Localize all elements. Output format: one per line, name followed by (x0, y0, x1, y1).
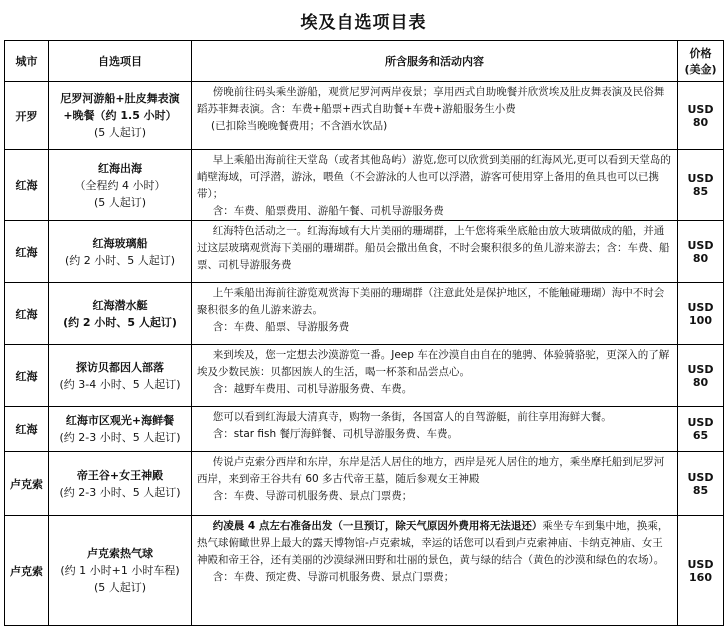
header-item: 自选项目 (49, 41, 192, 82)
item-cell (49, 150, 192, 221)
item-name: 红海出海 (98, 161, 142, 175)
services-text: 您可以看到红海最大清真寺，购物一条街，各国富人的自驾游艇，前往享用海鲜大餐。 (212, 411, 612, 423)
item-cell (49, 82, 192, 150)
services-text: 早上乘船出海前往天堂岛（或者其他岛屿）游览,您可以欣赏到美丽的红海风光,更可以看到天堂岛的峭壁海域，可浮潜，游泳，喂鱼（不会游泳的人也可以浮潜，游客可使用穿上备用的鱼具也可以已携带）； (197, 154, 671, 200)
item-name: 帝王谷+女王神殿 (76, 468, 164, 482)
item-name: 尼罗河游船+肚皮舞表演 (60, 92, 180, 105)
services-cell (192, 82, 678, 150)
table-row (5, 82, 724, 150)
header-services: 所含服务和活动内容 (192, 41, 678, 82)
table-row (5, 221, 724, 283)
item-cell (49, 407, 192, 452)
item-cell (49, 345, 192, 407)
item-name: 红海玻璃船 (92, 236, 148, 250)
services-cell (192, 345, 678, 407)
table-row (5, 283, 724, 345)
services-includes: 含：越野车费用、司机导游服务费、车费。 (212, 383, 413, 395)
page-title: 埃及自选项目表 (300, 12, 427, 33)
city-cell: 红海 (5, 283, 49, 345)
item-duration: (约 1 小时+1 小时车程) (60, 564, 180, 577)
services-includes: 含：车费、船票费用、游船午餐、司机导游服务费 (212, 205, 444, 217)
services-text: 传说卢克索分西岸和东岸，东岸是活人居住的地方，西岸是死人居住的地方，乘坐摩托船到尼罗河西岸，来到帝王谷共有 60 多古代帝王墓，随后参观女王神殿 (197, 456, 665, 485)
item-cell (49, 283, 192, 345)
services-text: 上午乘船出海前往游览观赏海下美丽的珊瑚群（注意此处是保护地区，不能触碰珊瑚）海中不时会聚积很多的鱼儿游来游去。 (197, 287, 665, 316)
services-detail: 乘坐专车到集中地，换乘，热气球俯瞰世界上最大的露天博物馆-卢克索城，幸运的话您可以看到卢克索神庙、卡纳克神庙、女王神殿和帝王谷，还有美丽的沙漠绿洲田野和壮丽的景色，黄与绿的结合（黄色的沙漠和绿色的农场）。 (197, 520, 669, 566)
table-row (5, 407, 724, 452)
item-duration: （全程约 4 小时） (74, 178, 166, 192)
services-includes: 含：车费、船票、导游服务费 (212, 321, 350, 333)
city-cell: 卢克索 (5, 516, 49, 626)
item-duration: (约 2-3 小时、5 人起订) (59, 431, 181, 444)
services-text: 红海特色活动之一。红海海域有大片美丽的珊瑚群，上午您将乘坐底舱由放大玻璃做成的船，并通过这层玻璃观赏海下美丽的珊瑚群。船员会撒出鱼食，不时会聚积很多的鱼儿游来游去；含：车费、船票、司机导游服务费 (197, 225, 670, 271)
services-text: 傍晚前往码头乘坐游船，观赏尼罗河两岸夜景；享用西式自助晚餐并欣赏埃及肚皮舞表演及民俗舞蹈苏菲舞表演。含：车费+船票+西式自助餐+车费+游船服务生小费 (197, 86, 665, 115)
item-min-people: (5 人起订) (93, 581, 147, 594)
header-city: 城市 (5, 41, 49, 82)
services-cell (192, 283, 678, 345)
services-text: 来到埃及，您一定想去沙漠游览一番。Jeep 车在沙漠自由自在的驰骋、体验骑骆驼，更深入的了解埃及少数民族：贝都因族人的生活，喝一杯茶和品尝点心。 (197, 349, 670, 378)
table-row (5, 516, 724, 626)
item-name: 卢克索热气球 (87, 547, 153, 560)
item-min-people: (5 人起订) (93, 126, 147, 139)
city-cell: 红海 (5, 150, 49, 221)
table-row (5, 345, 724, 407)
city-cell: 红海 (5, 221, 49, 283)
header-price-label: 价格 (689, 47, 712, 60)
item-min-people: (5 人起订) (93, 195, 147, 209)
services-includes: 含：车费、预定费、导游司机服务费、景点门票费； (212, 571, 455, 583)
services-note: (已扣除当晚晚餐费用；不含酒水饮品) (211, 120, 388, 132)
services-cell (192, 452, 678, 516)
services-cell (192, 407, 678, 452)
services-text (197, 518, 673, 569)
price-cell: USD 65 (678, 407, 724, 452)
item-name: 红海潜水艇 (92, 298, 148, 312)
price-cell: USD 100 (678, 283, 724, 345)
price-cell: USD 160 (678, 516, 724, 626)
price-cell: USD 80 (678, 345, 724, 407)
services-includes: 含：车费、导游司机服务费、景点门票费； (212, 490, 413, 502)
item-duration: (约 2 小时、5 人起订) (63, 315, 177, 329)
services-cell (192, 221, 678, 283)
item-cell (49, 452, 192, 516)
city-cell: 红海 (5, 407, 49, 452)
header-price-unit: (美金) (684, 63, 717, 76)
city-cell: 开罗 (5, 82, 49, 150)
header-price (678, 41, 724, 82)
services-cell (192, 150, 678, 221)
services-includes: 含：star fish 餐厅海鲜餐、司机导游服务费、车费。 (212, 428, 459, 440)
city-cell: 卢克索 (5, 452, 49, 516)
table-row (5, 452, 724, 516)
item-duration: +晚餐（约 1.5 小时） (63, 109, 177, 122)
services-cell (192, 516, 678, 626)
item-name: 探访贝都因人部落 (76, 360, 164, 374)
item-duration: (约 2-3 小时、5 人起订) (59, 485, 181, 499)
price-cell: USD 80 (678, 82, 724, 150)
item-name: 红海市区观光+海鲜餐 (65, 414, 175, 427)
table-row (5, 150, 724, 221)
header-row (5, 41, 724, 82)
optional-items-table (4, 40, 724, 626)
city-cell: 红海 (5, 345, 49, 407)
item-cell (49, 221, 192, 283)
price-cell: USD 85 (678, 452, 724, 516)
item-cell (49, 516, 192, 626)
price-cell: USD 80 (678, 221, 724, 283)
item-duration: (约 2 小时、5 人起订) (64, 253, 176, 267)
refund-warning: 约凌晨 4 点左右准备出发（一旦预订，除天气原因外费用将无法退还） (212, 520, 543, 532)
item-duration: (约 3-4 小时、5 人起订) (59, 377, 181, 391)
price-cell: USD 85 (678, 150, 724, 221)
